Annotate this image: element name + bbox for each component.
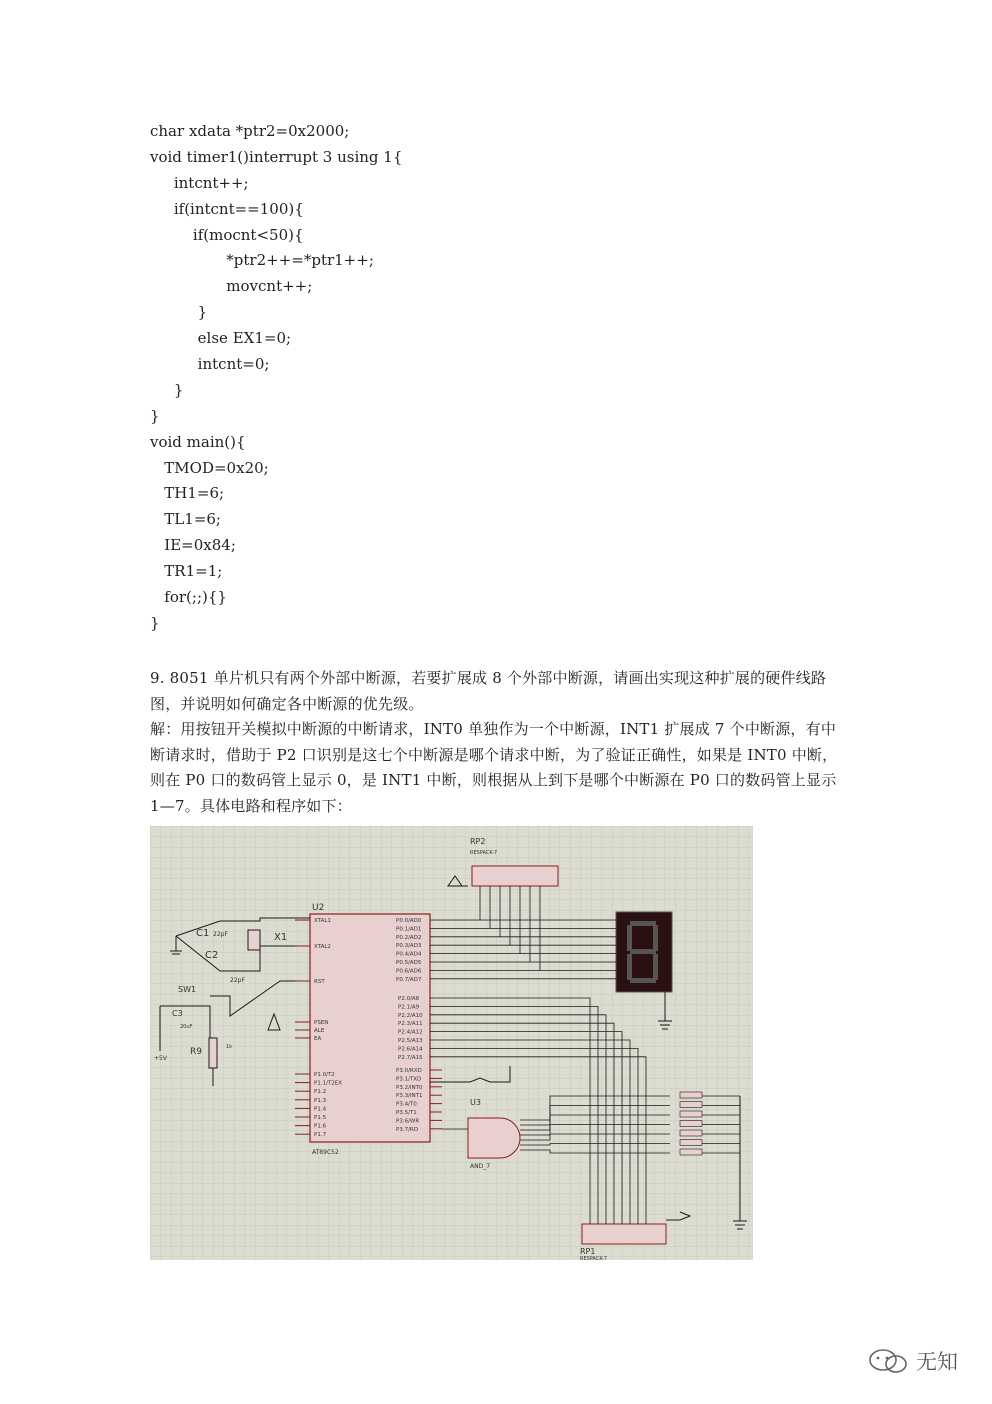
code-line: else EX1=0;: [150, 329, 292, 348]
u2-pin-label: P1.2: [314, 1089, 327, 1096]
u2-chip-name: AT89C52: [312, 1149, 339, 1156]
answer-text: 解：用按钮开关模拟中断源的中断请求，INT0 单独作为一个中断源，INT1 扩展成 7 个中断源，有中断请求时，借助于 P2 口识别是这七个中断源是哪个请求中断，为了验证正确性，如果是 INT0 中断，则在 P0 口的数码管上显示 0，是 INT1 中断，则根据从上到下是哪个中断源在 P0 口的数码管上显示 1—7。具体电路和程序如下：: [150, 720, 838, 815]
code-line: }: [150, 380, 184, 399]
u2-pin-label: P0.5/AD5: [396, 960, 422, 966]
crystal-x1: [248, 930, 260, 950]
code-line: }: [150, 303, 208, 322]
u2-pin-label: P3.4/T0: [396, 1101, 417, 1108]
code-line: void timer1()interrupt 3 using 1{: [150, 147, 403, 166]
u2-pin-label: P3.2/INT0: [396, 1084, 423, 1091]
u2-pin-label: P2.5/A13: [398, 1038, 423, 1044]
rp2-resistor-pack: [472, 866, 558, 886]
push-button-switch: [680, 1140, 702, 1146]
u2-label: U2: [312, 903, 325, 913]
u2-pin-label: P3.7/RD: [396, 1126, 418, 1133]
u2-pin-label: P2.1/A9: [398, 1004, 420, 1011]
u3-sub: AND_7: [470, 1163, 491, 1170]
code-line: TMOD=0x20;: [150, 458, 269, 477]
c3-label: C3: [172, 1009, 183, 1018]
vcc-label: +5V: [154, 1055, 167, 1062]
resistor-r9: [209, 1038, 217, 1068]
code-line: intcnt++;: [150, 173, 249, 192]
rp2-sub: RESPACK-7: [470, 850, 498, 856]
u2-pin-label: P1.1/T2EX: [314, 1080, 343, 1087]
code-line: if(mocnt<50){: [150, 225, 304, 244]
sw1-label: SW1: [178, 985, 197, 994]
code-line: void main(){: [150, 432, 246, 451]
r9-value: 1k: [226, 1044, 233, 1050]
u2-pin-label: P0.7/AD7: [396, 976, 422, 983]
u2-pin-label: P0.0/AD0: [396, 918, 422, 924]
u2-pin-label: XTAL2: [314, 944, 331, 950]
u2-pin-label: P1.3: [314, 1097, 327, 1104]
rp1-sub: RESPACK-7: [580, 1256, 608, 1260]
x1-label: X1: [274, 932, 288, 943]
u2-pin-label: P2.7/A15: [398, 1054, 423, 1061]
u2-pin-label: P2.0/A8: [398, 996, 420, 1002]
u2-pin-label: P3.5/T1: [396, 1110, 417, 1116]
code-line: movcnt++;: [150, 277, 313, 296]
rp2-label: RP2: [470, 837, 486, 846]
u2-pin-label: P2.6/A14: [398, 1046, 423, 1053]
circuit-schematic: [150, 826, 753, 1260]
u2-pin-label: P0.2/AD2: [396, 934, 422, 941]
code-block: [150, 119, 402, 637]
u2-pin-label: P2.4/A12: [398, 1029, 423, 1036]
u2-pin-label: P3.0/RXD: [396, 1068, 422, 1074]
c1-value: 22pF: [213, 931, 228, 938]
code-line: *ptr2++=*ptr1++;: [150, 251, 374, 270]
watermark-text: 无知: [916, 1350, 958, 1374]
push-button-switch: [680, 1111, 702, 1117]
u2-pin-label: P1.0/T2: [314, 1072, 335, 1078]
code-line: TH1=6;: [150, 484, 225, 503]
u2-pin-label: P1.4: [314, 1106, 327, 1113]
code-line: char xdata *ptr2=0x2000;: [150, 122, 350, 140]
push-button-switch: [680, 1121, 702, 1127]
code-line: TL1=6;: [150, 510, 221, 529]
u2-pin-label: P3.6/WR: [396, 1118, 420, 1125]
u2-pin-label: P0.1/AD1: [396, 926, 422, 933]
rp1-label: RP1: [580, 1247, 596, 1256]
wechat-icon: [868, 1348, 910, 1374]
r9-label: R9: [190, 1047, 202, 1057]
c1-label: C1: [196, 928, 210, 939]
u2-pin-label: EA: [314, 1036, 322, 1042]
push-button-switch: [680, 1130, 702, 1136]
code-line: if(intcnt==100){: [150, 199, 304, 218]
push-button-switch: [680, 1149, 702, 1155]
u2-pin-label: ALE: [314, 1028, 325, 1034]
c3-value: 20uF: [180, 1024, 193, 1030]
u2-pin-label: P0.4/AD4: [396, 951, 422, 958]
c2-value: 22pF: [230, 977, 245, 984]
u2-pin-label: P1.7: [314, 1132, 327, 1139]
u2-pin-label: P0.6/AD6: [396, 968, 422, 975]
u2-pin-label: P1.5: [314, 1115, 327, 1121]
code-line: intcnt=0;: [150, 355, 270, 374]
code-line: IE=0x84;: [150, 536, 236, 555]
u2-pin-label: RST: [314, 979, 325, 985]
code-line: for(;;){}: [150, 588, 227, 607]
and-gate-u3: [468, 1118, 520, 1158]
c2-label: C2: [205, 950, 219, 961]
u3-label: U3: [470, 1098, 481, 1107]
u2-pin-label: P3.3/INT1: [396, 1093, 423, 1100]
code-line: }: [150, 613, 160, 632]
u2-pin-label: P2.2/A10: [398, 1012, 423, 1019]
u2-pin-label: P0.3/AD3: [396, 943, 422, 950]
push-button-switch: [680, 1092, 702, 1098]
u2-pin-label: P2.3/A11: [398, 1021, 423, 1028]
rp1-resistor-pack: [582, 1224, 666, 1244]
code-line: TR1=1;: [150, 562, 223, 581]
u2-pin-label: PSEN: [314, 1020, 329, 1026]
u2-pin-label: P1.6: [314, 1123, 327, 1130]
u2-pin-label: P3.1/TXD: [396, 1076, 422, 1083]
u2-pin-label: XTAL1: [314, 918, 331, 924]
question-text: 9. 8051 单片机只有两个外部中断源，若要扩展成 8 个外部中断源，请画出实现这种扩展的硬件线路图，并说明如何确定各中断源的优先级。: [150, 669, 827, 713]
push-button-switch: [680, 1102, 702, 1108]
watermark: [868, 1346, 958, 1376]
code-line: }: [150, 406, 160, 425]
